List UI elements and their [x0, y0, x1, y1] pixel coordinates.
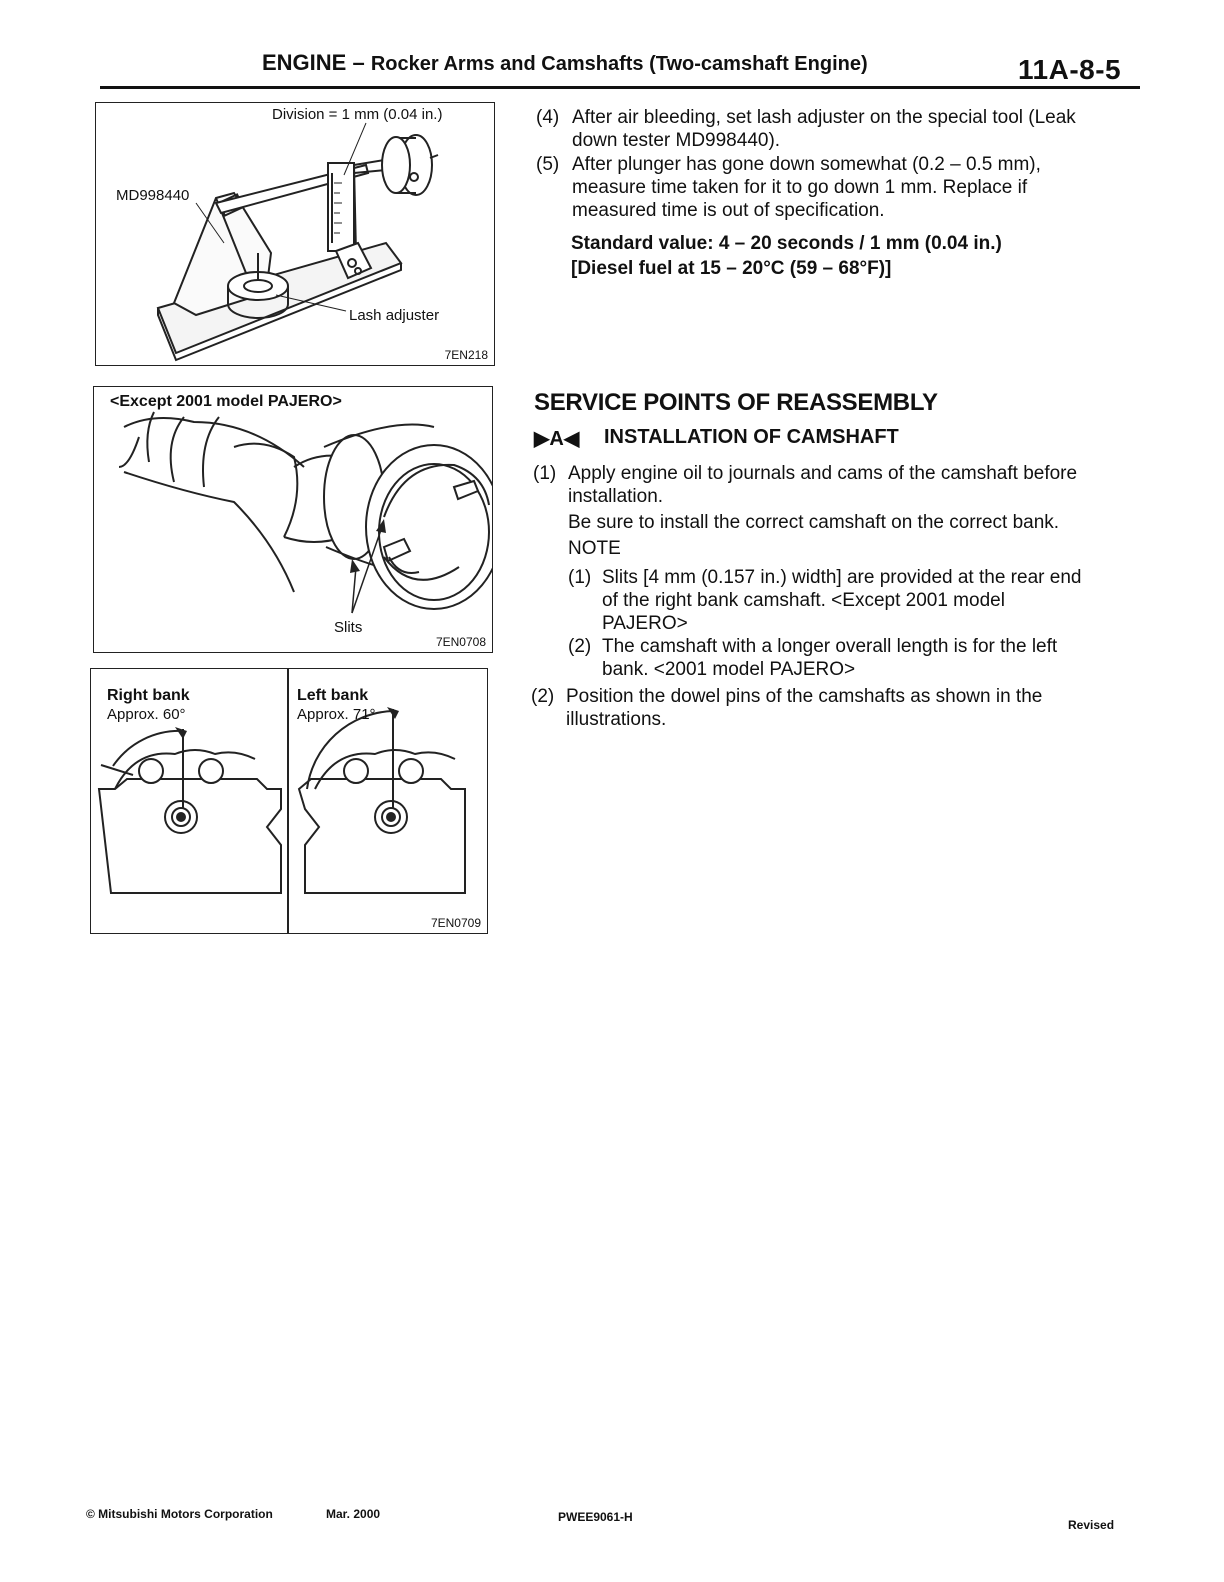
footer-doc-code: PWEE9061-H	[558, 1510, 633, 1524]
text-line: Be sure to install the correct camshaft on the correct bank.	[568, 512, 1060, 533]
figure-camshaft-slits	[93, 386, 493, 653]
step-number: (2)	[531, 686, 555, 707]
lash-adjuster-label: Lash adjuster	[349, 307, 440, 324]
figure-code: 7EN0709	[430, 916, 481, 930]
text-line: PAJERO>	[602, 613, 688, 634]
text-line: After plunger has gone down somewhat (0.2 – 0.5 mm),	[572, 154, 1041, 175]
step-text	[566, 685, 1141, 731]
text-line: illustrations.	[566, 709, 667, 730]
note-number: (1)	[568, 567, 592, 588]
figure-code: 7EN0708	[435, 635, 486, 649]
text-line: of the right bank camshaft. <Except 2001 model	[602, 590, 1005, 611]
text-line: Slits [4 mm (0.157 in.) width] are provided at the rear end	[602, 567, 1082, 588]
figure-caption: <Except 2001 model PAJERO>	[110, 393, 342, 410]
note-text	[602, 635, 1142, 681]
subsection-heading: INSTALLATION OF CAMSHAFT	[604, 426, 899, 448]
step-number: (5)	[536, 154, 560, 175]
figure-leak-down-tester	[95, 102, 495, 366]
step-number: (1)	[533, 463, 557, 484]
leak-down-tester-illustration	[96, 103, 494, 365]
tool-number-label: MD998440	[116, 187, 190, 204]
left-bank-title: Left bank	[297, 687, 369, 704]
right-bank-title: Right bank	[107, 687, 190, 704]
service-point-mark: ▶A◀	[534, 428, 580, 450]
figure-dowel-pin-positions	[90, 668, 488, 934]
step-text	[568, 462, 1143, 560]
step-number: (4)	[536, 107, 560, 128]
figure-code: 7EN218	[444, 348, 488, 362]
step-text	[572, 106, 1142, 152]
text-line: Apply engine oil to journals and cams of the camshaft before	[568, 463, 1078, 484]
footer-copyright: © Mitsubishi Motors Corporation	[86, 1507, 273, 1521]
standard-value-line: Standard value: 4 – 20 seconds / 1 mm (0.04 in.)	[571, 233, 1002, 254]
camshaft-illustration	[94, 387, 492, 652]
step-text	[572, 153, 1142, 222]
footer-status: Revised	[1068, 1518, 1115, 1532]
text-line: Position the dowel pins of the camshafts as shown in the	[566, 686, 1043, 707]
header-subtitle: Rocker Arms and Camshafts (Two-camshaft Engine)	[370, 53, 868, 75]
header-separator: –	[352, 50, 365, 75]
text-line: bank. <2001 model PAJERO>	[602, 659, 856, 680]
text-line: The camshaft with a longer overall length is for the left	[602, 636, 1058, 657]
slits-label: Slits	[334, 619, 363, 636]
division-label: Division = 1 mm (0.04 in.)	[272, 106, 443, 123]
note-text	[602, 566, 1142, 635]
footer-date: Mar. 2000	[326, 1507, 381, 1521]
note-number: (2)	[568, 636, 592, 657]
page-header-title	[262, 50, 868, 76]
text-line: measure time taken for it to go down 1 mm. Replace if	[572, 177, 1028, 198]
right-bank-angle: Approx. 60°	[107, 706, 186, 723]
text-line: After air bleeding, set lash adjuster on the special tool (Leak	[572, 107, 1076, 128]
page-number: 11A-8-5	[1018, 54, 1122, 85]
text-line: down tester MD998440).	[572, 130, 781, 151]
note-label: NOTE	[568, 538, 621, 559]
standard-value-condition: [Diesel fuel at 15 – 20°C (59 – 68°F)]	[571, 258, 892, 279]
left-bank-angle: Approx. 71°	[297, 706, 376, 723]
header-section: ENGINE	[262, 50, 347, 75]
header-rule	[100, 86, 1140, 89]
standard-value	[571, 231, 1002, 281]
section-heading: SERVICE POINTS OF REASSEMBLY	[534, 389, 938, 416]
text-line: measured time is out of specification.	[572, 200, 885, 221]
text-line: installation.	[568, 486, 664, 507]
